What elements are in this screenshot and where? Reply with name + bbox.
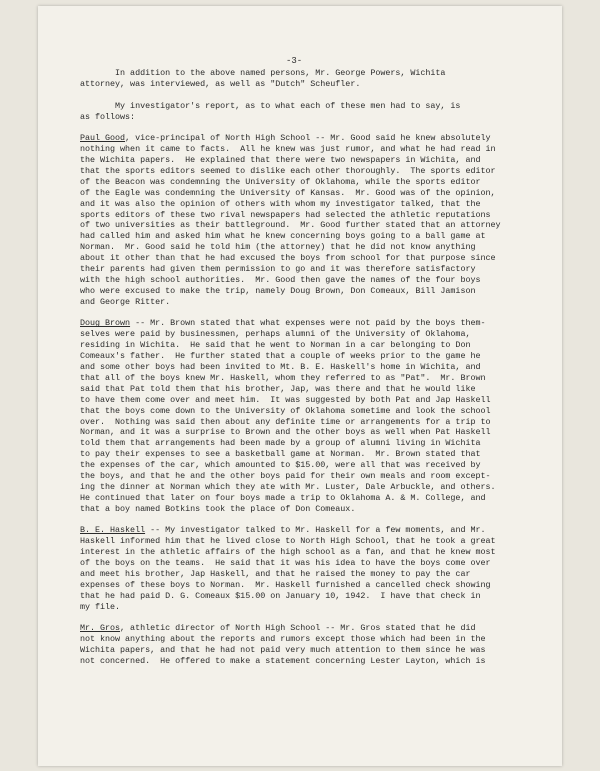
text-line-content: of two universities as their battleground. Mr. Good further stated that an attorney [80, 220, 501, 231]
text-line-content: said that Pat told them that his brother, Jap, was there and that he would like [80, 383, 476, 394]
paragraph-lead-name: Mr. Gros [80, 623, 121, 634]
paragraph-gap [80, 122, 534, 133]
text-line [80, 449, 534, 460]
text-line [80, 112, 534, 123]
text-line-content: ing the dinner at Norman which they ate with Mr. Luster, Dale Arbuckle, and others. [80, 481, 496, 492]
text-line [80, 101, 534, 112]
text-line-content: told them that arrangements had been made by a group of alumni living in Wichita [80, 438, 481, 449]
text-line-content: that the sports editors seemed to dislike each other thoroughly. The sports editor [80, 166, 496, 177]
paragraph [80, 525, 534, 612]
text-line-content: that all of the boys knew Mr. Haskell, whom they referred to as "Pat". Mr. Brown [80, 372, 486, 383]
text-line [80, 384, 534, 395]
text-line [80, 231, 534, 242]
text-line-content: and some other boys had been invited to Mt. B. E. Haskell's home in Wichita, and [80, 362, 481, 373]
page-number: -3- [286, 56, 303, 66]
paragraph-gap [80, 515, 534, 526]
text-line-content: residing in Wichita. He said that he went to Norman in a car belonging to Don [80, 340, 471, 351]
text-line-content: as follows: [80, 111, 136, 122]
text-line-content: the boys, and that he and the other boys paid for their own meals and room except- [80, 470, 491, 481]
text-line-content: Norman. Mr. Good said he told him (the attorney) that he did not know anything [80, 242, 476, 253]
text-line [80, 188, 534, 199]
paragraph-lead-name: B. E. Haskell [80, 525, 146, 536]
text-line [80, 645, 534, 656]
paragraph-gap [80, 90, 534, 101]
text-line-content: Comeaux's father. He further stated that a couple of weeks prior to the game he [80, 351, 481, 362]
text-line [80, 471, 534, 482]
text-line-content: In addition to the above named persons, Mr. George Powers, Wichita [80, 68, 446, 78]
text-line [80, 220, 534, 231]
text-line-content: that the boys come down to the University of Oklahoma sometime and look the school [80, 405, 491, 416]
paragraph-gap [80, 613, 534, 624]
text-line [80, 286, 534, 297]
text-line-content: of the Beacon was condemning the University of Oklahoma, while the sports editor [80, 176, 481, 187]
text-line [80, 275, 534, 286]
paragraph-lead-name: Doug Brown [80, 318, 131, 329]
text-line [80, 656, 534, 667]
text-line-content: not know anything about the reports and rumors except those which had been in the [80, 634, 486, 645]
text-line-content: and it was also the opinion of others with whom my investigator talked, that the [80, 198, 481, 209]
text-line-content: to pay their expenses to see a basketball game at Norman. Mr. Brown stated that [80, 449, 481, 460]
text-line-content: My investigator's report, as to what each of these men had to say, is [80, 100, 461, 111]
paragraph [80, 101, 534, 123]
paragraph [80, 133, 534, 307]
text-line [80, 536, 534, 547]
text-line [80, 558, 534, 569]
text-line-content: , athletic director of North High School -- Mr. Gros stated that he did [120, 623, 476, 634]
text-line [80, 427, 534, 438]
text-line [80, 340, 534, 351]
text-line-content: nothing when it came to facts. All he knew was just rumor, and what he had read in [80, 144, 496, 155]
text-line-content: not concerned. He offered to make a statement concerning Lester Layton, which is [80, 656, 486, 667]
text-line [80, 591, 534, 602]
text-line [80, 395, 534, 406]
paragraph [80, 68, 534, 90]
text-line-content: and George Ritter. [80, 296, 171, 307]
text-line [80, 482, 534, 493]
text-line [80, 166, 534, 177]
text-line [80, 155, 534, 166]
text-line-content: who were excused to make the trip, namely Doug Brown, Don Comeaux, Bill Jamison [80, 285, 476, 296]
text-line-content: with the high school authorities. Mr. Good then gave the names of the four boys [80, 274, 481, 285]
paragraph [80, 623, 534, 667]
text-line [80, 253, 534, 264]
text-line [80, 68, 534, 79]
document-body [80, 68, 534, 667]
text-line-content: the Wichita papers. He explained that there were two newspapers in Wichita, and [80, 155, 481, 166]
text-line [80, 133, 534, 144]
text-line [80, 242, 534, 253]
text-line [80, 525, 534, 536]
text-line-content: of the boys on the teams. He said that it was his idea to have the boys come over [80, 558, 491, 569]
text-line [80, 569, 534, 580]
text-line-content: attorney, was interviewed, as well as "Dutch" Scheufler. [80, 78, 361, 89]
text-line-content: their parents had given them permission to go and it was therefore satisfactory [80, 264, 476, 275]
text-line [80, 602, 534, 613]
text-line [80, 318, 534, 329]
text-line-content: to have them come over and meet him. It was suggested by both Pat and Jap Haskell [80, 394, 491, 405]
text-line-content: selves were paid by businessmen, perhaps alumni of the University of Oklahoma, [80, 329, 471, 340]
text-line-content: that he had paid D. G. Comeaux $15.00 on January 10, 1942. I have that check in [80, 590, 481, 601]
text-line [80, 634, 534, 645]
text-line-content: -- My investigator talked to Mr. Haskell for a few moments, and Mr. [145, 525, 486, 536]
text-line-content: expenses of these boys to Norman. Mr. Haskell furnished a cancelled check showing [80, 579, 491, 590]
paragraph-lead-name: Paul Good [80, 133, 126, 144]
text-line [80, 264, 534, 275]
text-line [80, 460, 534, 471]
text-line [80, 351, 534, 362]
text-line-content: Wichita papers, and that he had not paid very much attention to them since he was [80, 645, 486, 656]
text-line [80, 493, 534, 504]
text-line-content: my file. [80, 601, 121, 612]
paragraph-gap [80, 308, 534, 319]
text-line [80, 297, 534, 308]
text-line [80, 580, 534, 591]
text-line [80, 547, 534, 558]
text-line-content: Haskell informed him that he lived close to North High School, that he took a great [80, 536, 496, 547]
document-page [38, 6, 562, 766]
text-line-content: interest in the athletic affairs of the high school as a fan, and that he knew most [80, 547, 496, 558]
text-line-content: sports editors of these two rival newspapers had selected the athletic reputations [80, 209, 491, 220]
text-line [80, 199, 534, 210]
text-line-content: , vice-principal of North High School -- Mr. Good said he knew absolutely [125, 133, 491, 144]
text-line [80, 373, 534, 384]
text-line [80, 438, 534, 449]
text-line-content: He continued that later on four boys made a trip to Oklahoma A. & M. College, and [80, 492, 486, 503]
text-line-content: -- Mr. Brown stated that what expenses were not paid by the boys them- [130, 318, 486, 329]
text-line [80, 406, 534, 417]
text-line-content: and meet his brother, Jap Haskell, and that he raised the money to pay the car [80, 568, 471, 579]
text-line-content: of the Eagle was condemning the University of Kansas. Mr. Good was of the opinion, [80, 187, 496, 198]
text-line [80, 417, 534, 428]
text-line-content: over. Nothing was said then about any definite time or arrangements for a trip to [80, 416, 491, 427]
text-line-content: had called him and asked him what he knew concerning boys going to a ball game at [80, 231, 486, 242]
text-line [80, 329, 534, 340]
text-line [80, 362, 534, 373]
text-line [80, 623, 534, 634]
text-line [80, 177, 534, 188]
text-line-content: Norman, and it was a surprise to Brown and the other boys as well when Pat Haskell [80, 427, 491, 438]
text-line [80, 144, 534, 155]
paragraph [80, 318, 534, 514]
text-line [80, 79, 534, 90]
text-line-content: the expenses of the car, which amounted to $15.00, were all that was received by [80, 460, 481, 471]
text-line-content: about it other than that he had excused the boys from school for that purpose since [80, 253, 496, 264]
text-line [80, 210, 534, 221]
text-line-content: that a boy named Botkins took the place of Don Comeaux. [80, 503, 356, 514]
text-line [80, 504, 534, 515]
